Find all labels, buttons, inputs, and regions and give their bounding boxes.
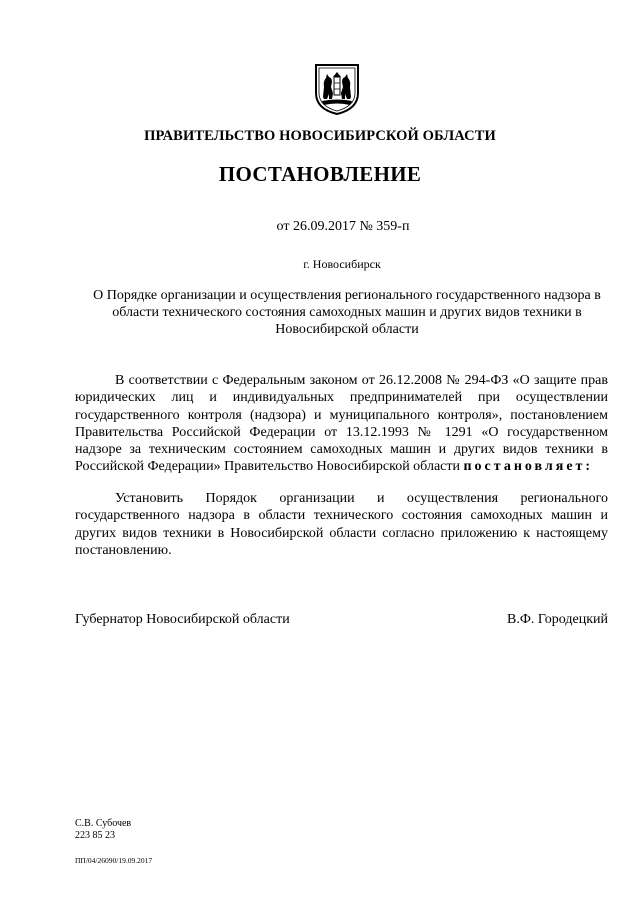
signatory-position: Губернатор Новосибирской области: [75, 612, 290, 627]
city: г. Новосибирск: [303, 257, 381, 271]
signatory-name: В.Ф. Городецкий: [507, 612, 608, 627]
novosibirsk-coat-of-arms-icon: [314, 63, 360, 115]
document-code: ПП/04/26090/19.09.2017: [75, 856, 153, 865]
executor-phone: 223 85 23: [75, 830, 115, 841]
government-name: ПРАВИТЕЛЬСТВО НОВОСИБИРСКОЙ ОБЛАСТИ: [144, 128, 496, 144]
resolves-keyword: постановляет:: [463, 459, 594, 475]
body-paragraph-2: Установить Порядок организации и осуществления регионального государственного надзора в области технического состояния самоходных машин и других видов техники в Новосибирской области согласно приложению к настоящему постановлению.: [75, 491, 608, 558]
date-and-number: от 26.09.2017 № 359-п: [276, 219, 410, 234]
document-type: ПОСТАНОВЛЕНИЕ: [218, 162, 422, 186]
executor-name: С.В. Субочев: [75, 818, 132, 829]
document-subject: О Порядке организации и осуществления регионального государственного надзора в области технического состояния самоходных машин и других видов техники в Новосибирской области: [93, 288, 601, 337]
executor-info: [75, 818, 131, 842]
body-paragraph-1-text: В соответствии с Федеральным законом от 26.12.2008 № 294-ФЗ «О защите прав юридических лиц и индивидуальных предпринимателей при осуществлении государственного контроля (надзора) и муниципального контроля», постановлением Правительства Российской Федерации от 13.12.1993 № 1291 «О государственном надзоре за техническим состоянием самоходных машин и других видов техники в Российской Федерации» Правительство Новосибирской области: [75, 373, 608, 475]
body-paragraph-1: [75, 372, 608, 476]
